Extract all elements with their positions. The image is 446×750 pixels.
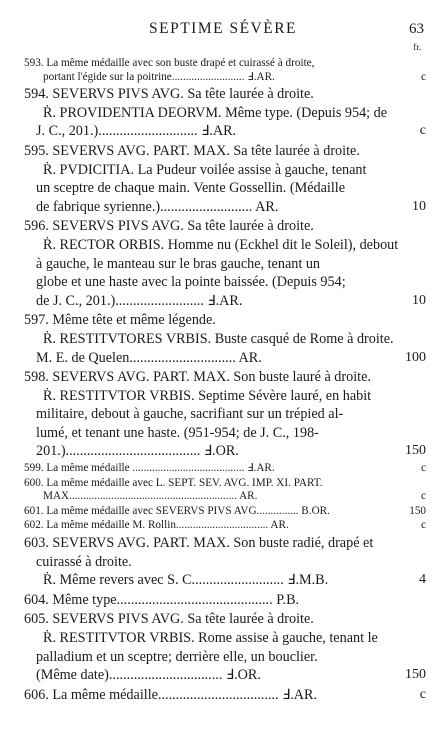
entry-line: Ṙ. PVDICITIA. La Pudeur voilée assise à gauche, tenant bbox=[43, 161, 367, 178]
catalogue-entry bbox=[0, 477, 446, 504]
entry-line: de fabrique syrienne.).......................... AR. bbox=[36, 198, 279, 215]
entry-first-line: 601. La même médaille avec SEVERVS PIVS AVG............... B.OR. bbox=[24, 504, 330, 517]
entry-line: (Même date)................................ Ⅎ.OR. bbox=[36, 667, 261, 684]
entry-first-line: 602. La même médaille M. Rollin................................. AR. bbox=[24, 519, 289, 532]
catalogue-entries bbox=[0, 56, 446, 704]
entry-first-line: 605. SEVERVS PIVS AVG. Sa tête laurée à droite. bbox=[24, 611, 314, 628]
entry-line: cuirassé à droite. bbox=[36, 553, 132, 570]
entry-price: 150 bbox=[409, 504, 426, 517]
catalogue-entry bbox=[0, 368, 446, 461]
entry-price: 150 bbox=[405, 667, 426, 683]
catalogue-entry bbox=[0, 142, 446, 216]
entry-line: lumé, et tenant une haste. (951-954; de J. C., 198- bbox=[36, 424, 319, 441]
page-number: 63 bbox=[409, 21, 424, 37]
entry-price: 100 bbox=[405, 349, 426, 365]
catalogue-entry bbox=[0, 462, 446, 476]
entry-first-line: 593. La même médaille avec son buste drapé et cuirassé à droite, bbox=[24, 57, 315, 69]
catalogue-entry bbox=[0, 610, 446, 684]
entry-price: c bbox=[421, 519, 426, 532]
entry-price: 150 bbox=[405, 443, 426, 459]
entry-line: Ṙ. Même revers avec S. C.......................... Ⅎ.M.B. bbox=[43, 572, 329, 589]
entry-line: Ṙ. RESTITVTOR VRBIS. Septime Sévère lauré, en habit bbox=[43, 387, 372, 404]
page-header bbox=[0, 20, 446, 52]
entry-first-line: 604. Même type............................................ P.B. bbox=[24, 591, 300, 608]
entry-first-line: 594. SEVERVS PIVS AVG. Sa tête laurée à droite. bbox=[24, 86, 314, 103]
entry-line: militaire, debout à gauche, sacrifiant sur un trépied al- bbox=[36, 406, 344, 423]
entry-price: c bbox=[419, 686, 426, 702]
catalogue-entry bbox=[0, 505, 446, 519]
entry-first-line: 606. La même médaille.................................. Ⅎ.AR. bbox=[24, 686, 318, 703]
catalogue-entry bbox=[0, 519, 446, 533]
entry-line: portant l'égide sur la poitrine.......................... Ⅎ.AR. bbox=[43, 70, 275, 83]
catalogue-entry bbox=[0, 311, 446, 367]
entry-price: c bbox=[421, 490, 426, 503]
entry-line: M. E. de Quelen.............................. AR. bbox=[36, 349, 262, 366]
entry-price: c bbox=[421, 462, 426, 475]
entry-first-line: 595. SEVERVS AVG. PART. MAX. Sa tête laurée à droite. bbox=[24, 142, 360, 159]
catalogue-entry bbox=[0, 85, 446, 141]
entry-price: c bbox=[421, 70, 426, 83]
running-title: SEPTIME SÉVÈRE bbox=[148, 20, 298, 37]
entry-first-line: 597. Même tête et même légende. bbox=[24, 312, 216, 329]
catalogue-entry bbox=[0, 591, 446, 610]
entry-line: de J. C., 201.)......................... Ⅎ.AR. bbox=[36, 292, 243, 309]
entry-line: Ṙ. RESTITVTOR VRBIS. Rome assise à gauche, tenant le bbox=[43, 630, 378, 646]
entry-line: Ṙ. RESTITVTORES VRBIS. Buste casqué de Rome à droite. bbox=[43, 330, 394, 347]
catalogue-entry bbox=[0, 217, 446, 310]
entry-line: palladium et un sceptre; derrière elle, un bouclier. bbox=[36, 648, 318, 665]
entry-line: J. C., 201.)............................ Ⅎ.AR. bbox=[36, 123, 237, 140]
entry-first-line: 599. La même médaille ........................................ Ⅎ.AR. bbox=[24, 462, 275, 475]
entry-price: 4 bbox=[419, 572, 426, 588]
entry-first-line: 596. SEVERVS PIVS AVG. Sa tête laurée à droite. bbox=[24, 218, 314, 235]
entry-first-line: 598. SEVERVS AVG. PART. MAX. Son buste lauré à droite. bbox=[24, 369, 371, 386]
entry-line: MAX............................................................ AR. bbox=[43, 490, 258, 503]
catalogue-entry bbox=[0, 686, 446, 705]
entry-line: 201.)...................................... Ⅎ.OR. bbox=[36, 443, 239, 460]
catalogue-entry bbox=[0, 534, 446, 590]
price-unit: fr. bbox=[413, 42, 421, 52]
entry-line: globe et une haste avec la pointe baissée. (Depuis 954; bbox=[36, 274, 346, 291]
entry-line: un sceptre de chaque main. Vente Gossellin. (Médaille bbox=[36, 180, 346, 197]
entry-line: Ṙ. PROVIDENTIA DEORVM. Même type. (Depuis 954; de bbox=[43, 104, 388, 121]
entry-first-line: 603. SEVERVS AVG. PART. MAX. Son buste radié, drapé et bbox=[24, 535, 374, 552]
entry-price: 10 bbox=[412, 198, 426, 214]
entry-price: c bbox=[419, 123, 426, 139]
entry-line: Ṙ. RECTOR ORBIS. Homme nu (Eckhel dit le Soleil), debout bbox=[43, 236, 399, 253]
catalogue-entry bbox=[0, 57, 446, 84]
entry-first-line: 600. La même médaille avec L. SEPT. SEV. AVG. IMP. XI. PART. bbox=[24, 476, 323, 489]
entry-line: à gauche, le manteau sur le bras gauche, tenant un bbox=[36, 255, 321, 272]
entry-price: 10 bbox=[412, 292, 426, 308]
